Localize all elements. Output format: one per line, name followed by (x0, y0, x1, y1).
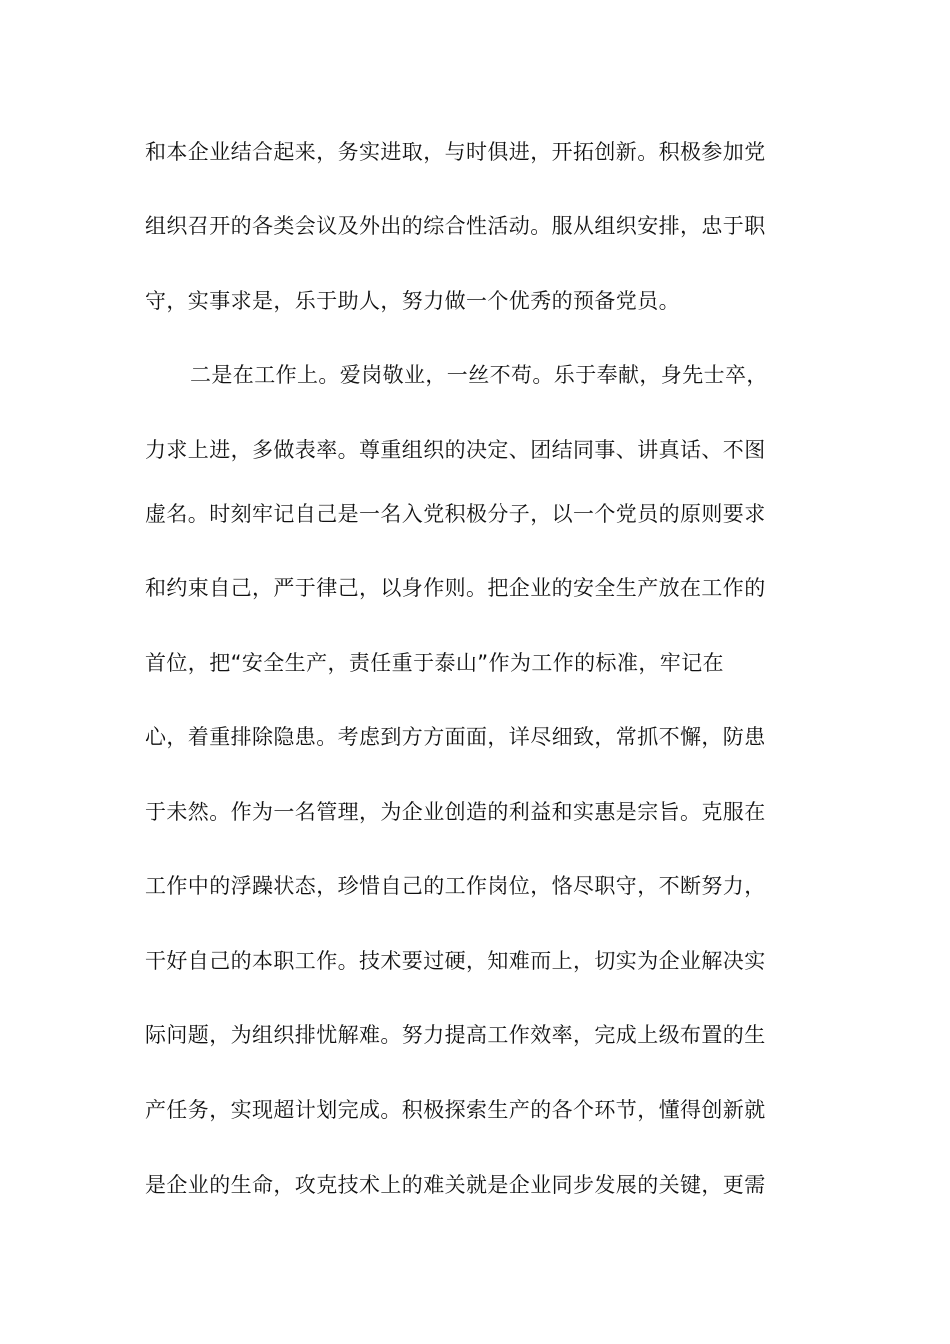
text-line: 是企业的生命，攻克技术上的难关就是企业同步发展的关键，更需 (145, 1173, 766, 1197)
text-line: 于未然。作为一名管理，为企业创造的利益和实惠是宗旨。克服在 (145, 800, 766, 824)
text-line: 和约束自己，严于律己，以身作则。把企业的安全生产放在工作的 (145, 576, 766, 600)
text-line: 和本企业结合起来，务实进取，与时俱进，开拓创新。积极参加党 (145, 140, 766, 164)
paragraph-start-line: 二是在工作上。爱岗敬业，一丝不苟。乐于奉献，身先士卒， (190, 363, 768, 387)
text-line: 际问题，为组织排忧解难。努力提高工作效率，完成上级布置的生 (145, 1023, 766, 1047)
text-line: 守，实事求是，乐于助人，努力做一个优秀的预备党员。 (145, 289, 680, 313)
text-line: 虚名。时刻牢记自己是一名入党积极分子，以一个党员的原则要求 (145, 502, 766, 526)
text-line: 组织召开的各类会议及外出的综合性活动。服从组织安排，忠于职 (145, 214, 766, 238)
text-line: 力求上进，多做表率。尊重组织的决定、团结同事、讲真话、不图 (145, 438, 766, 462)
text-line: 工作中的浮躁状态，珍惜自己的工作岗位，恪尽职守，不断努力， (145, 874, 766, 898)
text-line: 产任务，实现超计划完成。积极探索生产的各个环节，懂得创新就 (145, 1098, 766, 1122)
text-line: 心，着重排除隐患。考虑到方方面面，详尽细致，常抓不懈，防患 (145, 725, 766, 749)
text-line: 首位，把“安全生产，责任重于泰山”作为工作的标准，牢记在 (145, 651, 724, 675)
text-line: 干好自己的本职工作。技术要过硬，知难而上，切实为企业解决实 (145, 949, 766, 973)
